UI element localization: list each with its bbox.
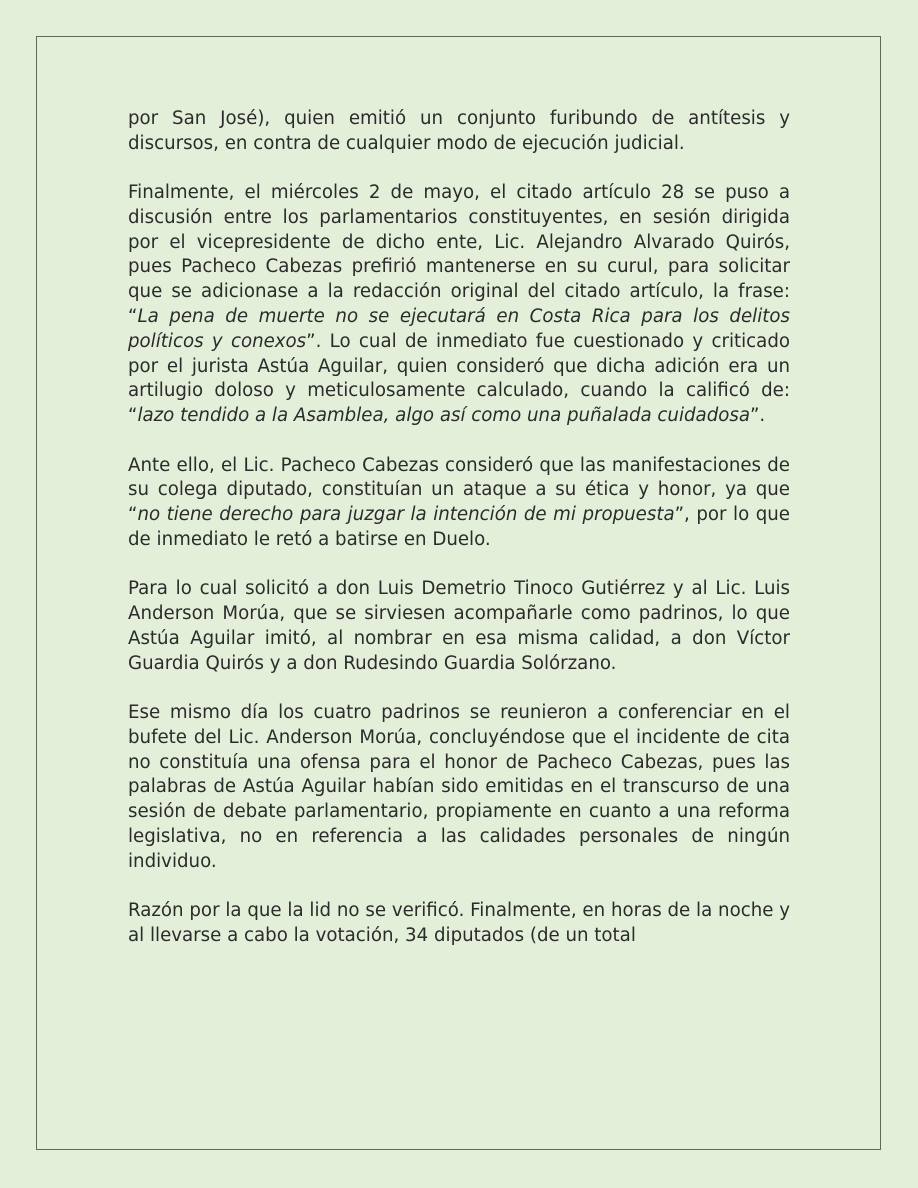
paragraph-5 <box>128 701 790 875</box>
paragraph-5-text: Ese mismo día los cuatro padrinos se reunieron a conferenciar en el bufete del Lic. Anderson Morúa, concluyéndose que el incidente de cita no constituía una ofensa para el honor de Pacheco Cabezas, pues las palabras de Astúa Aguilar habían sido emitidas en el transcurso de una sesión de debate parlamentario, propiamente en cuanto a una reforma legislativa, no en referencia a las calidades personales de ningún individuo. <box>128 701 790 872</box>
quote-pena-de-muerte: La pena de muerte no se ejecutará en Costa Rica para los delitos políticos y conexos <box>128 306 790 352</box>
document-body <box>128 107 790 973</box>
paragraph-2 <box>128 181 790 429</box>
paragraph-6-text: Razón por la que la lid no se verificó. Finalmente, en horas de la noche y al llevarse a cabo la votación, 34 diputados (de un total <box>128 900 790 946</box>
paragraph-3-text: Ante ello, el Lic. Pacheco Cabezas consideró que las manifestaciones de su colega diputado, constituían un ataque a su ética y honor, ya que “ <box>128 454 790 526</box>
paragraph-1 <box>128 107 790 157</box>
paragraph-1-text: por San José), quien emitió un conjunto furibundo de antítesis y discursos, en contra de cualquier modo de ejecución judicial. <box>128 108 790 154</box>
paragraph-3-text-end: ”, por lo que de inmediato le retó a batirse en Duelo. <box>128 504 790 550</box>
paragraph-6 <box>128 899 790 949</box>
paragraph-2-text-cont: ”. Lo cual de inmediato fue cuestionado y criticado por el jurista Astúa Aguilar, quien consideró que dicha adición era un artilugio doloso y meticulosamente calculado, cuando la calificó de: “ <box>128 330 791 427</box>
paragraph-2-text: Finalmente, el miércoles 2 de mayo, el citado artículo 28 se puso a discusión entre los parlamentarios constituyentes, en sesión dirigida por el vicepresidente de dicho ente, Lic. Alejandro Alvarado Quirós, pues Pacheco Cabezas prefirió mantenerse en su curul, para solicitar que se adicionase a la redacción original del citado artículo, la frase: “ <box>128 182 790 328</box>
quote-no-tiene-derecho: no tiene derecho para juzgar la intención de mi propuesta <box>137 504 675 526</box>
paragraph-3 <box>128 454 790 553</box>
paragraph-2-text-end: ”. <box>750 405 766 427</box>
quote-lazo-tendido: lazo tendido a la Asamblea, algo así como una puñalada cuidadosa <box>137 405 750 427</box>
paragraph-4 <box>128 577 790 676</box>
paragraph-4-text: Para lo cual solicitó a don Luis Demetrio Tinoco Gutiérrez y al Lic. Luis Anderson Morúa, que se sirviesen acompañarle como padrinos, lo que Astúa Aguilar imitó, al nombrar en esa misma calidad, a don Víctor Guardia Quirós y a don Rudesindo Guardia Solórzano. <box>128 578 790 674</box>
